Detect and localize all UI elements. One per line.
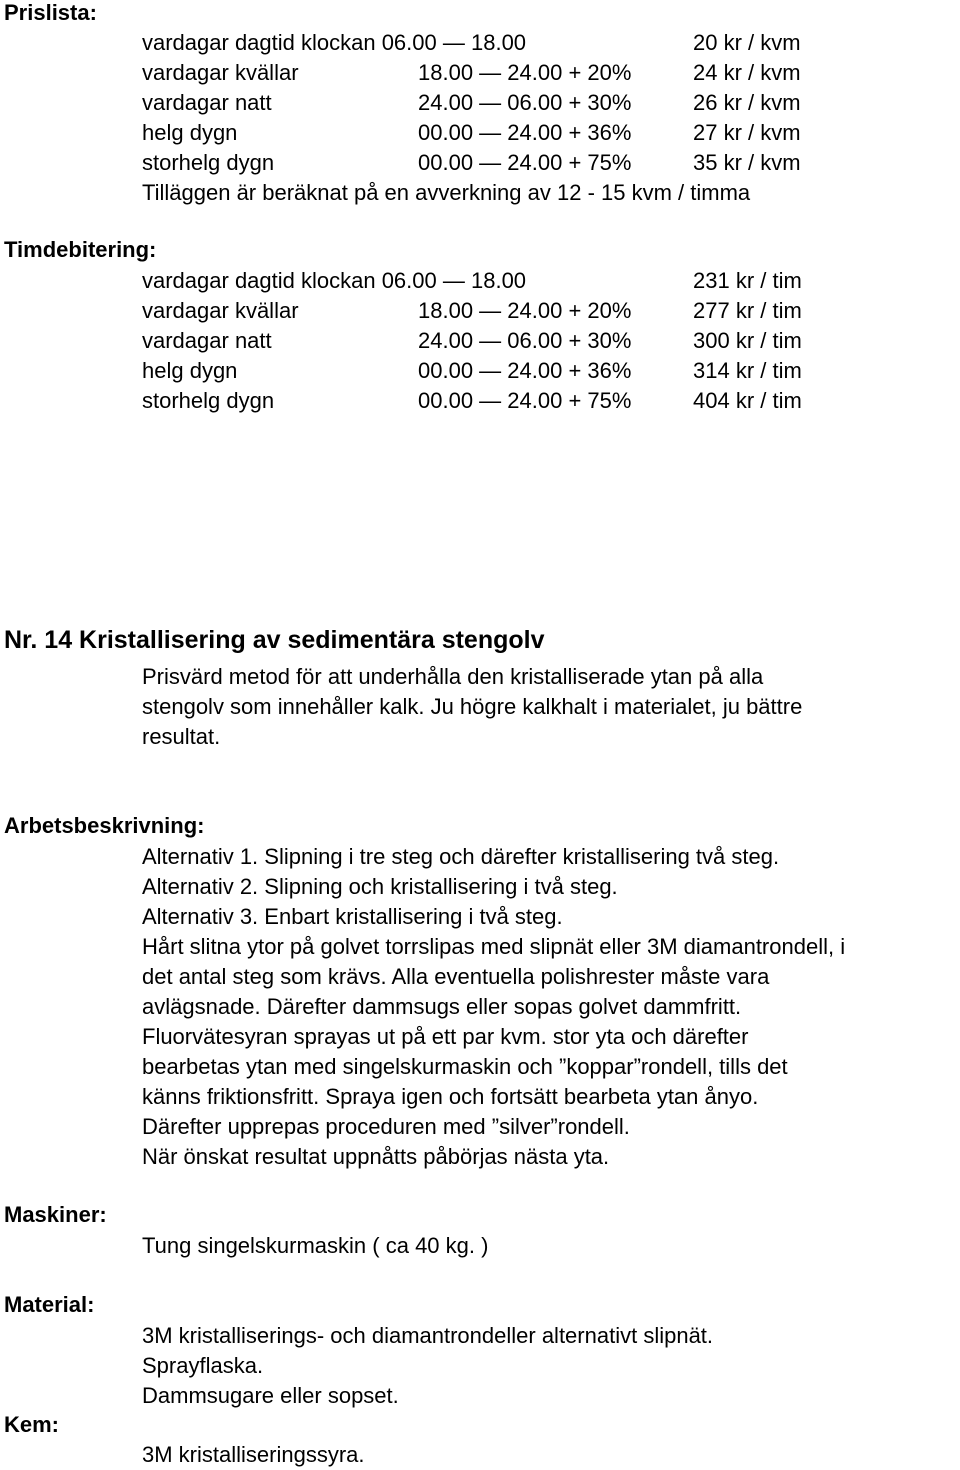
price-row-label: vardagar natt bbox=[142, 90, 272, 115]
price-row-time: 00.00 — 24.00 + 36% bbox=[418, 120, 632, 145]
hourly-row bbox=[0, 388, 960, 418]
section-title: Nr. 14 Kristallisering av sedimentära stengolv bbox=[4, 626, 545, 654]
price-row bbox=[0, 30, 960, 60]
price-row-price: 24 kr / kvm bbox=[693, 60, 801, 85]
price-row-time: 18.00 — 24.00 + 20% bbox=[418, 60, 632, 85]
price-row bbox=[0, 60, 960, 90]
material-line: Dammsugare eller sopset. bbox=[142, 1383, 399, 1408]
section-intro bbox=[142, 662, 960, 752]
work-line: Alternativ 1. Slipning i tre steg och därefter kristallisering två steg. bbox=[142, 844, 780, 869]
work-line: Fluorvätesyran sprayas ut på ett par kvm. stor yta och därefter bbox=[142, 1024, 749, 1049]
price-row bbox=[0, 150, 960, 180]
arbetsbeskrivning-body bbox=[142, 842, 960, 1172]
price-row-label: vardagar dagtid klockan 06.00 — 18.00 bbox=[142, 30, 527, 55]
hourly-row bbox=[0, 268, 960, 298]
price-row bbox=[0, 120, 960, 150]
price-row-time: 24.00 — 06.00 + 30% bbox=[418, 90, 632, 115]
work-line: det antal steg som krävs. Alla eventuella polishrester måste vara bbox=[142, 964, 770, 989]
price-row bbox=[0, 90, 960, 120]
maskiner-heading: Maskiner: bbox=[4, 1202, 107, 1227]
price-row-price: 20 kr / kvm bbox=[693, 30, 801, 55]
hourly-row-price: 300 kr / tim bbox=[693, 328, 802, 353]
timdebitering-heading: Timdebitering: bbox=[4, 237, 157, 262]
hourly-row-price: 404 kr / tim bbox=[693, 388, 802, 413]
work-line: avlägsnade. Därefter dammsugs eller sopas golvet dammfritt. bbox=[142, 994, 742, 1019]
price-row-label: helg dygn bbox=[142, 120, 238, 145]
work-line: Hårt slitna ytor på golvet torrslipas med slipnät eller 3M diamantrondell, i bbox=[142, 934, 846, 959]
hourly-row-label: vardagar natt bbox=[142, 328, 272, 353]
price-row-price: 27 kr / kvm bbox=[693, 120, 801, 145]
price-row-label: storhelg dygn bbox=[142, 150, 275, 175]
price-row-label: vardagar kvällar bbox=[142, 60, 299, 85]
price-row-price: 26 kr / kvm bbox=[693, 90, 801, 115]
work-line: Alternativ 2. Slipning och kristallisering i två steg. bbox=[142, 874, 618, 899]
prislista-note: Tilläggen är beräknat på en avverkning av 12 - 15 kvm / timma bbox=[142, 180, 751, 205]
hourly-row-time: 24.00 — 06.00 + 30% bbox=[418, 328, 632, 353]
work-line: känns friktionsfritt. Spraya igen och fortsätt bearbeta ytan ånyo. bbox=[142, 1084, 759, 1109]
price-row-price: 35 kr / kvm bbox=[693, 150, 801, 175]
material-line: Sprayflaska. bbox=[142, 1353, 264, 1378]
intro-line: stengolv som innehåller kalk. Ju högre kalkhalt i materialet, ju bättre bbox=[142, 694, 803, 719]
arbetsbeskrivning-heading: Arbetsbeskrivning: bbox=[4, 813, 205, 838]
hourly-row-label: vardagar dagtid klockan 06.00 — 18.00 bbox=[142, 268, 527, 293]
hourly-row bbox=[0, 298, 960, 328]
hourly-row bbox=[0, 358, 960, 388]
hourly-row-time: 00.00 — 24.00 + 75% bbox=[418, 388, 632, 413]
hourly-row-label: helg dygn bbox=[142, 358, 238, 383]
work-line: Därefter upprepas proceduren med ”silver”rondell. bbox=[142, 1114, 630, 1139]
hourly-row-price: 277 kr / tim bbox=[693, 298, 802, 323]
hourly-row-time: 00.00 — 24.00 + 36% bbox=[418, 358, 632, 383]
maskiner-text: Tung singelskurmaskin ( ca 40 kg. ) bbox=[142, 1233, 489, 1258]
hourly-row bbox=[0, 328, 960, 358]
intro-line: Prisvärd metod för att underhålla den kristalliserade ytan på alla bbox=[142, 664, 764, 689]
kem-heading: Kem: bbox=[4, 1412, 60, 1437]
hourly-row-label: vardagar kvällar bbox=[142, 298, 299, 323]
price-row-time: 00.00 — 24.00 + 75% bbox=[418, 150, 632, 175]
work-line: Alternativ 3. Enbart kristallisering i två steg. bbox=[142, 904, 563, 929]
hourly-row-price: 231 kr / tim bbox=[693, 268, 802, 293]
hourly-row-label: storhelg dygn bbox=[142, 388, 275, 413]
kem-text: 3M kristalliseringssyra. bbox=[142, 1442, 365, 1467]
material-line: 3M kristalliserings- och diamantrondeller alternativt slipnät. bbox=[142, 1323, 714, 1348]
material-heading: Material: bbox=[4, 1292, 95, 1317]
material-list bbox=[142, 1321, 960, 1411]
hourly-row-time: 18.00 — 24.00 + 20% bbox=[418, 298, 632, 323]
intro-line: resultat. bbox=[142, 724, 221, 749]
work-line: När önskat resultat uppnåtts påbörjas nästa yta. bbox=[142, 1144, 610, 1169]
hourly-row-price: 314 kr / tim bbox=[693, 358, 802, 383]
prislista-heading: Prislista: bbox=[4, 0, 97, 25]
work-line: bearbetas ytan med singelskurmaskin och ”koppar”rondell, tills det bbox=[142, 1054, 788, 1079]
